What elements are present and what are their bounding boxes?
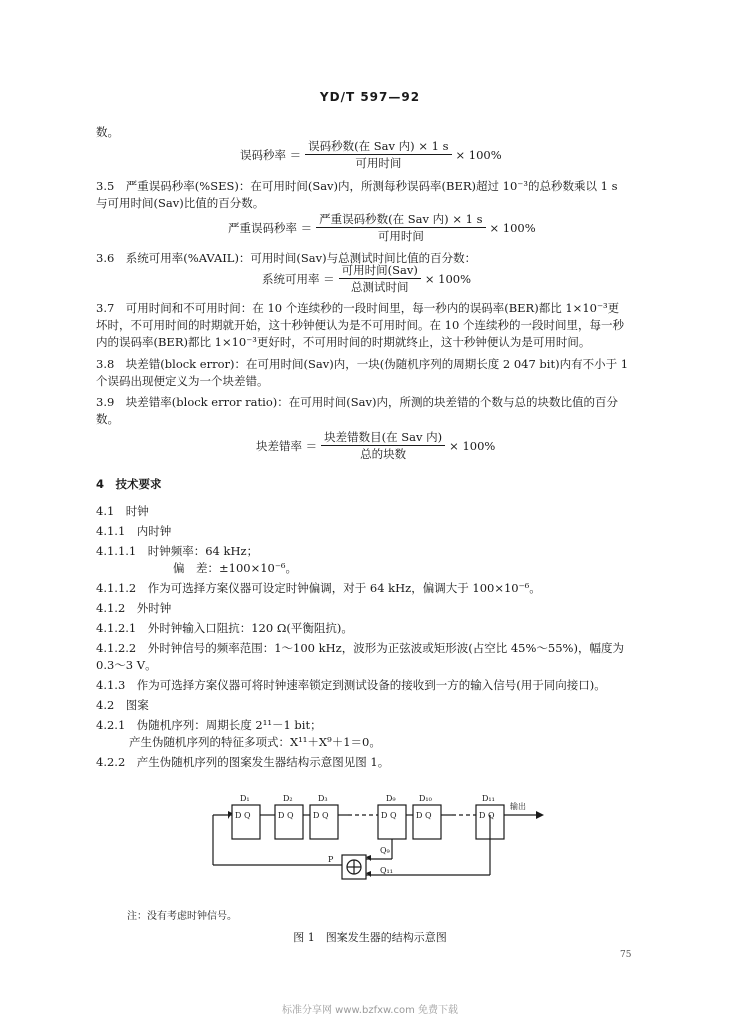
formula-rhs: × 100%: [424, 271, 472, 286]
label-d11: D₁₁: [482, 794, 495, 803]
clause-4-1-2-1: 4.1.2.1 外时钟输入口阻抗：120 Ω(平衡阻抗)。: [96, 621, 353, 635]
numerator: 块差错数目(在 Sav 内): [321, 430, 445, 446]
clause-4-2-2: 4.2.2 产生伪随机序列的图案发生器结构示意图见图 1。: [96, 755, 390, 769]
label-d9: D₉: [386, 794, 396, 803]
formula-system-availability: [262, 263, 471, 294]
fraction: [339, 263, 421, 294]
fraction: [305, 139, 451, 170]
fraction: [316, 212, 485, 243]
label-q9: Q₉: [380, 846, 390, 855]
section-heading-4: 4 技术要求: [96, 477, 162, 491]
clause-3-8: 3.8 块差错(block error)：在可用时间(Sav)内，一块(伪随机序列的周期长度 2 047 bit)内有不小于 1: [96, 357, 629, 371]
label-d3: D₃: [318, 794, 328, 803]
dq-label: D Q: [479, 811, 495, 820]
formula-lhs: 严重误码秒率 ＝: [228, 220, 313, 235]
figure-caption: 图 1 图案发生器的结构示意图: [293, 931, 447, 944]
denominator: 可用时间: [377, 229, 424, 243]
numerator: 误码秒数(在 Sav 内) × 1 s: [305, 139, 451, 155]
clause-3-8-cont: 个误码出现便定义为一个块差错。: [96, 374, 269, 388]
clause-3-7-cont: 内的误码率(BER)都比 1×10⁻³更好时，不可用时间的时期就终止，这十秒钟便认为是可用时间。: [96, 335, 591, 349]
label-d1: D₁: [240, 794, 250, 803]
label-q11: Q₁₁: [380, 866, 393, 875]
clause-4-2-1: 4.2.1 伪随机序列：周期长度 2¹¹－1 bit；: [96, 718, 322, 732]
formula-rhs: × 100%: [489, 220, 536, 235]
denominator: 可用时间: [355, 156, 402, 170]
running-header: YD/T 597—92: [319, 90, 421, 104]
clause-4-1-2: 4.1.2 外时钟: [96, 601, 172, 615]
text-line: 数。: [96, 125, 119, 139]
label-p: P: [328, 855, 334, 864]
formula-lhs: 块差错率 ＝: [256, 438, 318, 453]
denominator: 总的块数: [360, 447, 407, 461]
formula-lhs: 系统可用率 ＝: [262, 271, 335, 286]
formula-rhs: × 100%: [449, 438, 496, 453]
denominator: 总测试时间: [351, 280, 409, 294]
pattern-generator-diagram: [200, 785, 560, 900]
clause-3-5-cont: 与可用时间(Sav)比值的百分数。: [96, 196, 265, 210]
clause-4-1-2-2-cont: 0.3～3 V。: [96, 658, 157, 672]
clause-3-5: 3.5 严重误码秒率(%SES)：在可用时间(Sav)内，所测每秒误码率(BER)超过 10⁻³的总秒数乘以 1 s: [96, 179, 618, 193]
clause-3-7: 3.7 可用时间和不可用时间：在 10 个连续秒的一段时间里，每一秒内的误码率(BER)都比 1×10⁻³更: [96, 301, 620, 315]
dq-label: D Q: [416, 811, 432, 820]
figure-note: 注：没有考虑时钟信号。: [127, 911, 237, 922]
clause-4-1-1: 4.1.1 内时钟: [96, 524, 172, 538]
clause-4-1-2-2: 4.1.2.2 外时钟信号的频率范围：1～100 kHz，波形为正弦波或矩形波(占空比 45%～55%)，幅度为: [96, 641, 624, 655]
numerator: 可用时间(Sav): [339, 263, 421, 279]
clause-3-6: 3.6 系统可用率(%AVAIL)：可用时间(Sav)与总测试时间比值的百分数：: [96, 251, 477, 265]
fraction: [321, 430, 445, 461]
page-number: 75: [620, 950, 632, 960]
formula-error-second-ratio: [240, 139, 502, 170]
clause-4-2: 4.2 图案: [96, 698, 149, 712]
clause-3-9: 3.9 块差错率(block error ratio)：在可用时间(Sav)内，所测的块差错的个数与总的块数比值的百分: [96, 395, 618, 409]
clause-4-1-1-1-deviation: 偏 差：±100×10⁻⁶。: [173, 561, 298, 575]
clause-4-1: 4.1 时钟: [96, 504, 149, 518]
dq-label: D Q: [381, 811, 397, 820]
formula-rhs: × 100%: [455, 147, 502, 162]
dq-label: D Q: [235, 811, 251, 820]
clause-3-7-cont: 坏时，不可用时间的时期就开始，这十秒钟便认为是不可用时间。在 10 个连续秒的一段时间里，每一秒: [96, 318, 624, 332]
label-output: 输出: [510, 802, 526, 811]
clause-4-1-1-2: 4.1.1.2 作为可选择方案仪器可设定时钟偏调，对于 64 kHz，偏调大于 100×10⁻⁶。: [96, 581, 541, 595]
clause-3-9-cont: 数。: [96, 412, 119, 426]
label-d10: D₁₀: [419, 794, 432, 803]
clause-4-1-3: 4.1.3 作为可选择方案仪器可将时钟速率锁定到测试设备的接收到一方的输入信号(用于同向接口)。: [96, 678, 606, 692]
dq-label: D Q: [278, 811, 294, 820]
formula-block-error-ratio: [256, 430, 495, 461]
formula-lhs: 误码秒率 ＝: [240, 147, 302, 162]
numerator: 严重误码秒数(在 Sav 内) × 1 s: [316, 212, 485, 228]
footer-watermark: 标准分享网 www.bzfxw.com 免费下载: [282, 1005, 458, 1016]
clause-4-1-1-1: 4.1.1.1 时钟频率：64 kHz；: [96, 544, 259, 558]
dq-label: D Q: [313, 811, 329, 820]
label-d2: D₂: [283, 794, 293, 803]
clause-4-2-1-polynomial: 产生伪随机序列的特征多项式：X¹¹＋X⁹＋1＝0。: [129, 735, 381, 749]
output-arrow-icon: [536, 811, 544, 819]
formula-severe-error-second-ratio: [228, 212, 536, 243]
